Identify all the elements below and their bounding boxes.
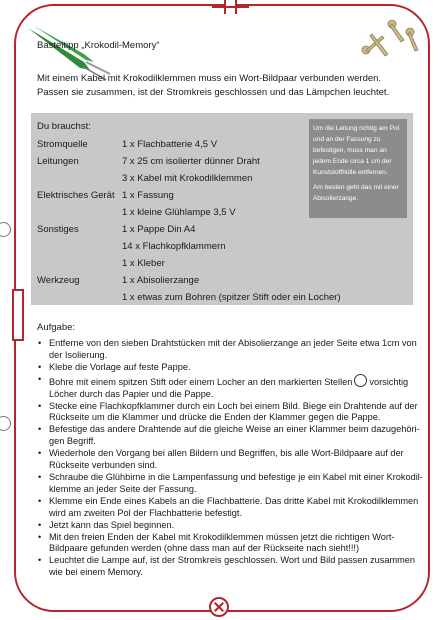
material-category: Elektrisches Gerät <box>37 190 115 201</box>
materials-heading: Du brauchst: <box>37 121 91 132</box>
task-item: • Leuchtet die Lampe auf, ist der Stromkreis geschlossen. Wort und Bild passen zusammen wie bei einem Memory. <box>49 555 423 579</box>
task-text: Bohre mit einem spitzen Stift oder einem Locher an den markierten Stellen <box>49 376 353 387</box>
intro-text: Mit einem Kabel mit Krokodilklemmen muss ein Wort-Bildpaar verbunden werden. Passen sie zusammen, ist der Stromkreis geschlossen und das Lämpchen leuchtet. <box>37 73 390 98</box>
page-title: Basteltipp „Krokodil-Memory“ <box>37 40 160 51</box>
material-item: 1 x Kleber <box>122 258 165 269</box>
material-item: 1 x Abisolierzange <box>122 275 200 286</box>
material-item: 3 x Kabel mit Krokodilklemmen <box>122 173 253 184</box>
tip-text: Um die Leitung richtig am Pol und an der Fassung zu befestigen, muss man an jedem Ende circa 1 cm der Kunststoffhülle entfernen. <box>313 125 400 176</box>
punch-hole-lower <box>0 416 11 431</box>
top-cut-mark <box>224 0 237 14</box>
material-row <box>37 224 195 235</box>
material-item: 7 x 25 cm isolierter dünner Draht <box>122 156 260 167</box>
material-row <box>37 207 236 218</box>
tasks-heading: Aufgabe: <box>37 322 76 333</box>
brass-fasteners-icon <box>352 14 422 64</box>
task-item: • Klemme ein Ende eines Kabels an die Flachbatterie. Das dritte Kabel mit Krokodilklemmen wird am zweiten Pol der Flachbatterie befestigt. <box>49 496 423 520</box>
material-row <box>37 275 199 286</box>
material-row <box>37 292 341 303</box>
marked-hole-icon <box>354 374 367 387</box>
material-row <box>37 173 252 184</box>
material-category: Sonstiges <box>37 224 79 235</box>
material-row <box>37 190 174 201</box>
tip-box <box>309 119 407 218</box>
material-category: Werkzeug <box>37 275 80 286</box>
task-item: • Mit den freien Enden der Kabel mit Krokodilklemmen müssen jetzt die richtigen Wort-Bildpaare gefunden werden (ohne dass man auf der Rückseite nach sieht!!!) <box>49 532 423 556</box>
task-text: vorsichtig Löcher durch das Papier und die Pappe. <box>49 376 409 399</box>
material-row <box>37 241 225 252</box>
task-item: • Befestige das andere Drahtende auf die gleiche Weise an einer Klammer beim dazugehöri-gen Begriff. <box>49 424 423 448</box>
task-item <box>49 374 423 401</box>
task-item: • Klebe die Vorlage auf feste Pappe. <box>49 362 423 374</box>
material-item: 14 x Flachkopfklammern <box>122 241 226 252</box>
task-list <box>37 338 423 579</box>
task-item: • Stecke eine Flachkopfklammer durch ein Loch bei einem Bild. Biege ein Drahtende auf der Rückseite um die Klammer und drücke die Enden der Klammer gegen die Pappe. <box>49 401 423 425</box>
bottom-cross-mark <box>209 597 229 617</box>
materials-panel <box>31 113 413 305</box>
task-item: • Entferne von den sieben Drahtstücken mit der Abisolierzange an jeder Seite etwa 1cm von der Isolierung. <box>49 338 423 362</box>
material-item: 1 x kleine Glühlampe 3,5 V <box>122 207 236 218</box>
material-item: 1 x Fassung <box>122 190 174 201</box>
material-item: 1 x etwas zum Bohren (spitzer Stift oder ein Locher) <box>122 292 341 303</box>
material-item: 1 x Flachbatterie 4,5 V <box>122 139 218 150</box>
side-tab-mark <box>12 289 24 341</box>
material-row <box>37 258 165 269</box>
task-item: • Jetzt kann das Spiel beginnen. <box>49 520 423 532</box>
material-row <box>37 156 260 167</box>
material-row <box>37 139 217 150</box>
punch-hole-upper <box>0 222 11 237</box>
material-category: Stromquelle <box>37 139 88 150</box>
tip-text: Am besten geht das mit einer Abisolierzange. <box>313 184 399 202</box>
material-category: Leitungen <box>37 156 79 167</box>
task-item: • Schraube die Glühbirne in die Lampenfassung und befestige je ein Kabel mit einer Krokodil-klemme an jeder Seite der Fassung. <box>49 472 423 496</box>
task-item: • Wiederhole den Vorgang bei allen Bildern und Begriffen, bis alle Wort-Bildpaare auf der Rückseite verbunden sind. <box>49 448 423 472</box>
material-item: 1 x Pappe Din A4 <box>122 224 196 235</box>
